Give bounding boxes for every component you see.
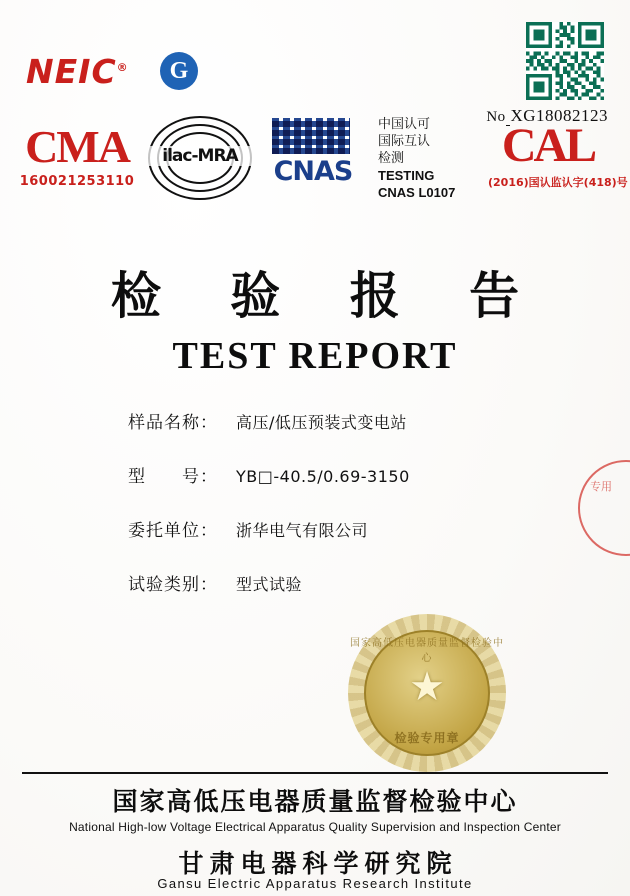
cnas-logo-text: CNAS [273,156,353,187]
cnas-line-2: 国际互认 [378,134,431,149]
report-number-value: XG18082123 [510,106,608,125]
institute-name-cn: 甘肃电器科学研究院 [178,849,458,878]
official-seal [348,614,506,772]
cal-mark [488,118,628,190]
seal-inner-text: 检验专用章 [394,731,460,745]
cal-mark-text: CAL [501,119,595,172]
registered-trademark-icon: ® [116,61,129,74]
cnas-line-1: 中国认可 [378,117,431,132]
accreditation-marks-row [0,112,630,220]
field-value: 高压/低压预装式变电站 [236,413,407,432]
cma-mark [12,120,142,189]
cnas-grid-icon [272,118,350,154]
organization-name-cn: 国家高低压电器质量监督检验中心 [112,787,518,816]
cgc-seal-icon: G [160,52,198,90]
cma-number: 160021253110 [19,174,135,189]
field-value: YB□-40.5/0.69-3150 [236,467,410,486]
page-title-en: TEST REPORT [172,335,458,377]
cma-mark-text: CMA [25,121,129,172]
ilac-mra-text: ilac-MRA [148,146,252,166]
field-value: 型式试验 [236,575,303,594]
qr-code-icon [526,22,604,100]
ilac-mra-mark [148,116,252,200]
field-row [128,516,548,541]
organization-name-en: National High-low Voltage Electrical Apparatus Quality Supervision and Inspection Center [69,820,561,834]
neic-logo-text: NEIC [26,52,117,91]
qr-code-svg [526,22,604,100]
seal-star-icon: ★ [409,664,445,709]
cnas-line-3: 检测 [378,151,405,166]
report-number-label: No [486,109,506,125]
seal-outer-text: 国家高低压电器质量监督检验中心 [350,638,504,664]
edge-red-stamp: 专用 [578,460,630,556]
report-fields [128,408,548,624]
field-label: 样品名称： [128,413,218,433]
cnas-line-5: CNAS L0107 [378,185,456,200]
cal-number: (2016)国认监认字(418)号 [488,176,628,189]
page-title-cn: 检 验 报 告 [110,267,546,325]
field-label: 委托单位： [128,521,218,541]
field-value: 浙华电气有限公司 [236,521,369,540]
institute-name-en: Gansu Electric Apparatus Research Institute [157,876,473,891]
neic-logo [26,52,129,91]
cnas-line-4: TESTING [378,168,435,183]
field-row [128,408,548,433]
footer-divider [22,772,608,774]
field-label: 型 号： [128,467,218,487]
field-row [128,570,548,595]
field-row [128,462,548,487]
field-label: 试验类别： [128,575,218,595]
cnas-accreditation-text [378,116,455,201]
